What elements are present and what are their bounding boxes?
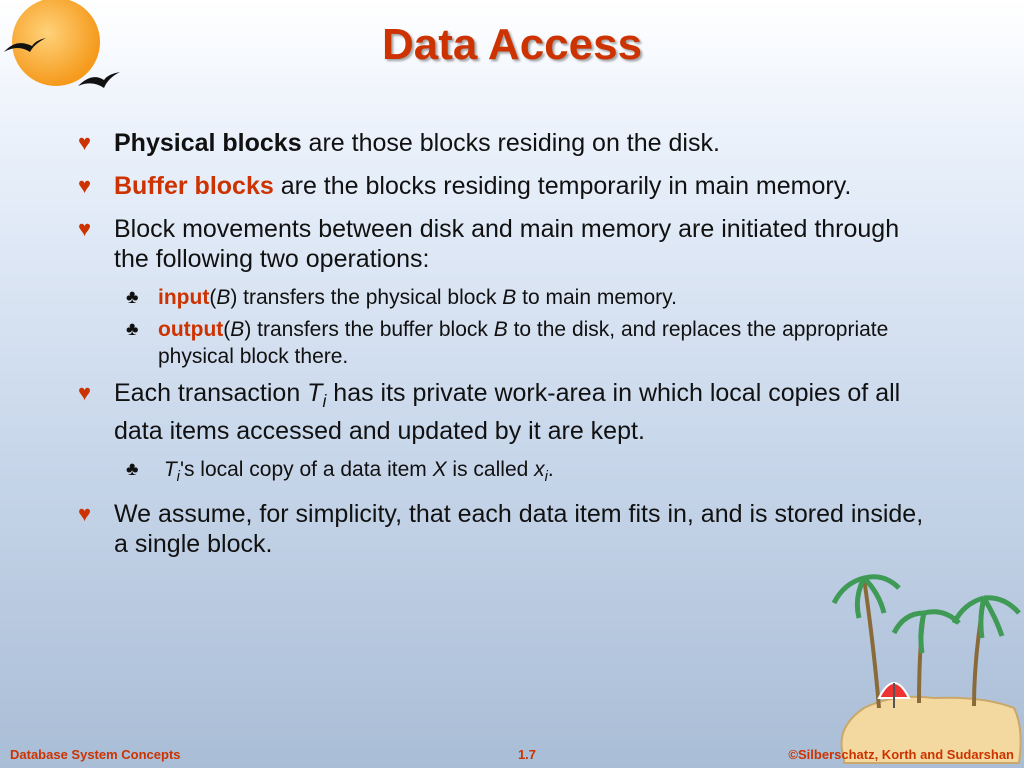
op-output: output <box>158 318 224 341</box>
subbullet-input <box>78 284 938 311</box>
term-buffer-blocks: Buffer blocks <box>114 172 274 200</box>
op-input: input <box>158 286 210 309</box>
heart-bullet-icon: ♥ <box>78 216 92 241</box>
var-t: T <box>163 458 177 481</box>
heart-bullet-icon: ♥ <box>78 501 92 527</box>
paren-open: ( <box>223 318 231 341</box>
var-t: T <box>307 379 323 407</box>
subbullet-text: to main memory. <box>516 286 677 309</box>
period: . <box>547 458 554 481</box>
slide-content <box>78 128 938 572</box>
paren-open: ( <box>209 286 217 309</box>
bullet-single-block-assumption <box>78 499 938 559</box>
footer-slide-number: 1.7 <box>517 747 537 762</box>
bullet-buffer-blocks <box>78 171 938 201</box>
bullet-text: are those blocks residing on the disk. <box>301 129 720 157</box>
subbullet-local-copy <box>78 456 938 491</box>
var-subscript-i: i <box>322 391 327 411</box>
bullet-text: are the blocks residing temporarily in main memory. <box>273 172 852 200</box>
club-bullet-icon: ♣ <box>126 459 139 480</box>
heart-bullet-icon: ♥ <box>78 173 92 198</box>
bullet-block-movements <box>78 214 938 274</box>
club-bullet-icon: ♣ <box>126 319 139 340</box>
bullet-transaction-work-area <box>78 378 938 446</box>
heart-bullet-icon: ♥ <box>78 380 92 405</box>
var-b: B <box>230 318 245 341</box>
var-subscript-i: i <box>544 469 548 486</box>
slide-title: Data Access <box>381 20 643 69</box>
bullet-text: has its private work-area in which local copies of all data items accessed and updated by it are kept. <box>114 379 901 445</box>
footer-course-title: Database System Concepts <box>10 747 181 762</box>
var-b: B <box>493 318 508 341</box>
subbullet-text: ) transfers the buffer block <box>244 318 494 341</box>
bullet-physical-blocks <box>78 128 938 158</box>
bullet-text: We assume, for simplicity, that each data item fits in, and is stored inside, a single block. <box>114 500 924 559</box>
subbullet-output <box>78 316 938 370</box>
heart-bullet-icon: ♥ <box>78 130 92 155</box>
bullet-text: Block movements between disk and main memory are initiated through the following two operations: <box>114 215 900 273</box>
subbullet-text: 's local copy of a data item <box>179 458 433 481</box>
subbullet-text: is called <box>446 458 535 481</box>
subbullet-text: ) transfers the physical block <box>230 286 503 309</box>
footer-copyright: ©Silberschatz, Korth and Sudarshan <box>788 747 1014 762</box>
var-subscript-i: i <box>176 469 180 486</box>
var-b: B <box>502 286 517 309</box>
var-b: B <box>216 286 231 309</box>
term-physical-blocks: Physical blocks <box>114 129 302 157</box>
palm-island-icon <box>824 558 1024 768</box>
var-x: X <box>432 458 447 481</box>
subbullet-text: to the disk, and replaces the appropriate physical block there. <box>158 318 889 368</box>
bullet-text: Each transaction <box>114 379 308 407</box>
var-lower-x: x <box>534 458 545 481</box>
club-bullet-icon: ♣ <box>126 287 139 308</box>
